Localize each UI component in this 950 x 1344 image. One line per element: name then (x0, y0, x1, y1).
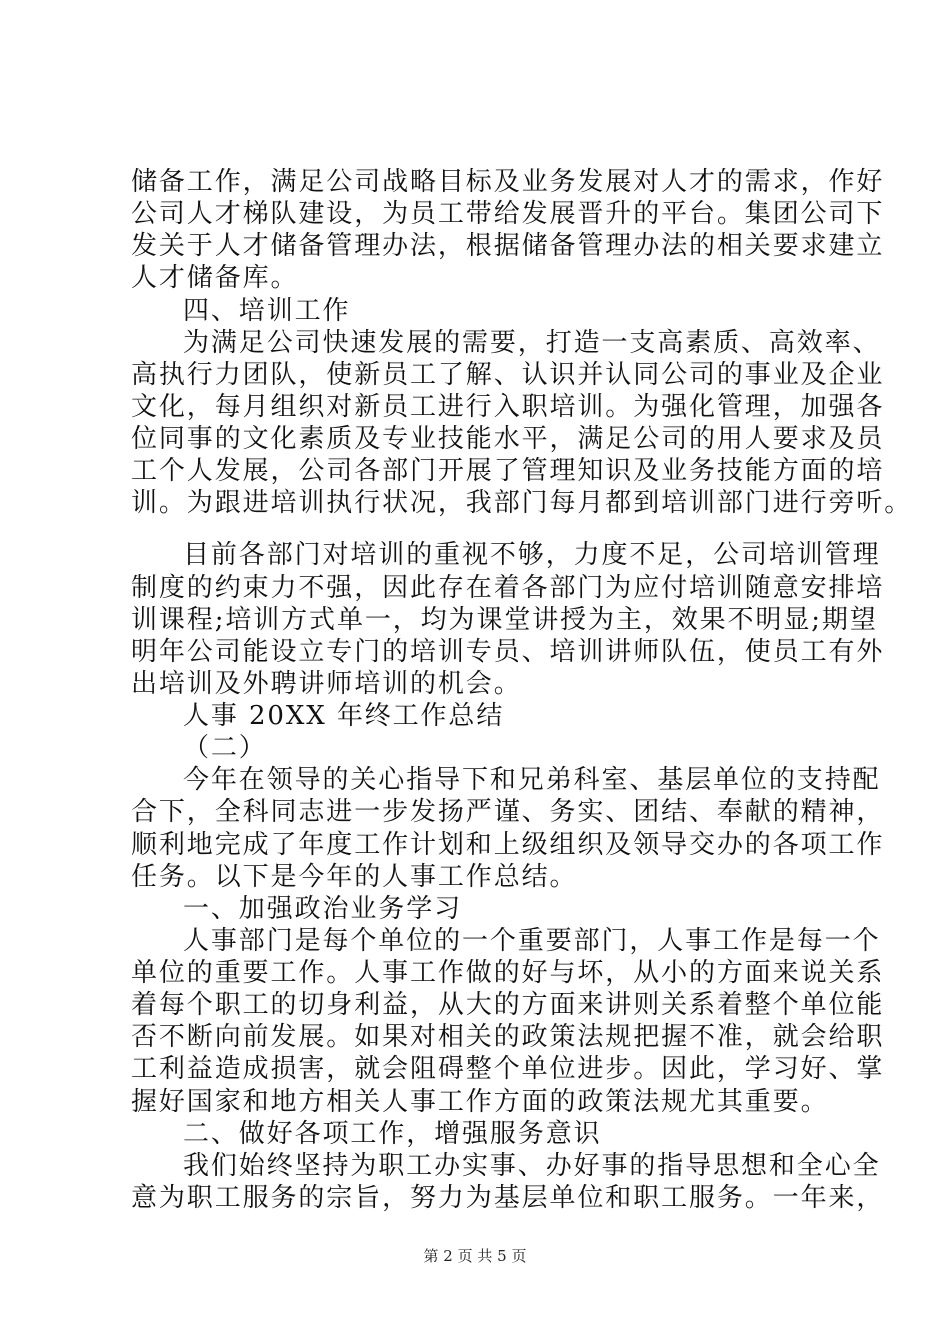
text-line: 握好国家和地方相关人事工作方面的政策法规尤其重要。 (131, 1086, 829, 1117)
text-line: 为满足公司快速发展的需要，打造一支高素质、高效率、 (183, 327, 881, 358)
section-heading: 二、做好各项工作，增强服务意识 (183, 1118, 602, 1149)
text-line: 储备工作，满足公司战略目标及业务发展对人才的需求，作好 (131, 167, 885, 197)
section-heading: 一、加强政治业务学习 (183, 893, 463, 924)
text-line: 着每个职工的切身利益，从大的方面来讲则关系着整个单位能 (131, 990, 885, 1021)
text-line: 今年在领导的关心指导下和兄弟科室、基层单位的支持配 (183, 765, 881, 796)
text-line: 顺利地完成了年度工作计划和上级组织及领导交办的各项工作 (131, 829, 885, 860)
text-line: 任务。以下是今年的人事工作总结。 (131, 861, 578, 892)
text-line: 我们始终坚持为职工办实事、办好事的指导思想和全心全 (183, 1150, 881, 1181)
text-line: 训课程;培训方式单一，均为课堂讲授为主，效果不明显;期望 (131, 604, 878, 635)
text-line: 否不断向前发展。如果对相关的政策法规把握不准，就会给职 (131, 1022, 885, 1053)
text-line: 明年公司能设立专门的培训专员、培训讲师队伍，使员工有外 (131, 636, 885, 667)
text-line: 合下，全科同志进一步发扬严谨、务实、团结、奉献的精神， (131, 797, 885, 828)
text-line: 高执行力团队，使新员工了解、认识并认同公司的事业及企业 (131, 359, 885, 390)
text-line: 单位的重要工作。人事工作做的好与坏，从小的方面来说关系 (131, 958, 885, 989)
text-line: 制度的约束力不强，因此存在着各部门为应付培训随意安排培 (131, 572, 885, 603)
text-line: 意为职工服务的宗旨，努力为基层单位和职工服务。一年来， (131, 1183, 885, 1213)
text-line: 发关于人才储备管理办法，根据储备管理办法的相关要求建立 (131, 231, 885, 262)
page-footer: 第 2 页 共 5 页 (423, 1247, 527, 1265)
text-line: 人才储备库。 (131, 263, 299, 294)
text-line: 文化，每月组织对新员工进行入职培训。为强化管理，加强各 (131, 391, 885, 422)
text-line: 出培训及外聘讲师培训的机会。 (131, 668, 522, 699)
document-title: 人事 20XX 年终工作总结 (183, 701, 505, 732)
section-heading: 四、培训工作 (183, 295, 351, 326)
text-line: 人事部门是每个单位的一个重要部门，人事工作是每一个 (183, 925, 881, 956)
text-line: 公司人才梯队建设，为员工带给发展晋升的平台。集团公司下 (131, 199, 885, 230)
text-line: 位同事的文化素质及专业技能水平，满足公司的用人要求及员 (131, 424, 885, 455)
document-subtitle: （二） (183, 733, 267, 764)
text-line: 训。为跟进培训执行状况，我部门每月都到培训部门进行旁听。 (131, 488, 913, 519)
text-line: 工个人发展，公司各部门开展了管理知识及业务技能方面的培 (131, 456, 885, 487)
text-line: 目前各部门对培训的重视不够，力度不足，公司培训管理 (183, 540, 881, 571)
text-line: 工利益造成损害，就会阻碍整个单位进步。因此，学习好、掌 (131, 1054, 885, 1085)
